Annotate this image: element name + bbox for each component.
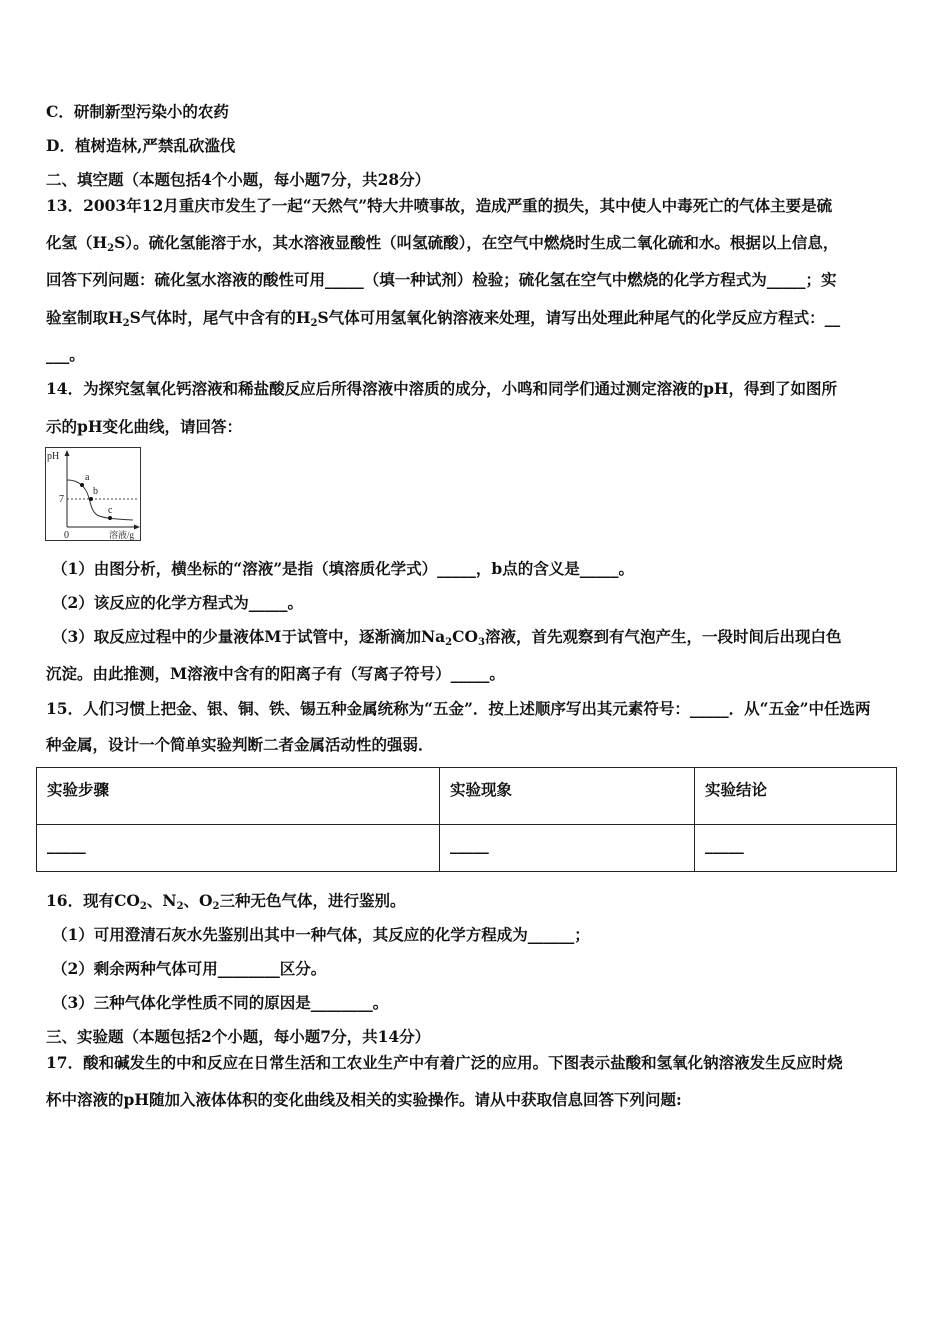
- header-phenomenon: 实验现象: [440, 768, 695, 825]
- point-a: [80, 483, 84, 487]
- point-c-label: c: [108, 505, 113, 516]
- text: 化氢（H: [46, 233, 108, 252]
- q14-part-2: （2）该反应的化学方程式为_____。: [52, 593, 304, 612]
- text: 验室制取H: [46, 308, 123, 327]
- subscript: 2: [310, 318, 318, 329]
- q16-part-3: （3）三种气体化学性质不同的原因是________。: [52, 993, 389, 1012]
- subscript: 2: [107, 243, 115, 254]
- header-conclusion: 实验结论: [695, 768, 897, 825]
- q14-part-1: （1）由图分析，横坐标的“溶液”是指（填溶质化学式）_____，b点的含义是_____。: [52, 559, 634, 578]
- header-steps: 实验步骤: [37, 768, 440, 825]
- text: S气体可用氢氧化钠溶液来处理，请写出处理此种尾气的化学反应方程式：__: [317, 308, 841, 327]
- subscript: 2: [176, 901, 184, 912]
- text: S气体时，尾气中含有的H: [129, 308, 311, 327]
- text: 16．现有CO: [46, 891, 140, 910]
- subscript: 3: [477, 637, 485, 648]
- subscript: 2: [139, 901, 147, 912]
- point-c: [108, 516, 112, 520]
- ph7-label: 7: [59, 494, 64, 505]
- q13-line: 回答下列问题：硫化氢水溶液的酸性可用_____（填一种试剂）检验；硫化氢在空气中燃烧的化学方程式为_____；实: [46, 270, 837, 289]
- point-b-label: b: [93, 486, 98, 497]
- ph-curve-figure: [45, 447, 141, 541]
- q13-line: [46, 233, 838, 253]
- table-row: [37, 825, 897, 872]
- q13-line: ___。: [46, 345, 85, 364]
- text: 三种无色气体，进行鉴别。: [219, 891, 406, 910]
- q14-part-3-cont: 沉淀。由此推测，M溶液中含有的阳离子有（写离子符号）_____。: [46, 664, 505, 683]
- section-heading-fill-in: 二、填空题（本题包括4个小题，每小题7分，共28分）: [46, 170, 431, 189]
- text: S）。硫化氢能溶于水，其水溶液显酸性（叫氢硫酸），在空气中燃烧时生成二氧化硫和水。根据以上信息，: [114, 233, 839, 252]
- text: 溶液，首先观察到有气泡产生，一段时间后出现白色: [484, 627, 842, 646]
- q15-line: 15．人们习惯上把金、银、铜、铁、锡五种金属统称为“五金”．按上述顺序写出其元素符号：_____．从“五金”中任选两: [46, 699, 871, 718]
- q16-part-1: （1）可用澄清石灰水先鉴别出其中一种气体，其反应的化学方程成为______；: [52, 925, 590, 944]
- cell-phenomenon-blank: _____: [440, 825, 695, 872]
- subscript: 2: [212, 901, 220, 912]
- experiment-table: [36, 767, 897, 872]
- subscript: 2: [445, 637, 453, 648]
- q14-part-3: [52, 627, 841, 647]
- point-b: [89, 497, 93, 501]
- text: （3）取反应过程中的少量液体M于试管中，逐渐滴加Na: [52, 627, 446, 646]
- text: 、O: [183, 891, 213, 910]
- option-c: C．研制新型污染小的农药: [46, 102, 229, 121]
- text: 、N: [146, 891, 177, 910]
- cell-steps-blank: _____: [37, 825, 440, 872]
- table-header-row: [37, 768, 897, 825]
- q17-line: 杯中溶液的pH随加入液体体积的变化曲线及相关的实验操作。请从中获取信息回答下列问题:: [46, 1090, 682, 1109]
- subscript: 2: [122, 318, 130, 329]
- x-axis-label: 溶液/g: [109, 530, 135, 540]
- q15-line: 种金属，设计一个简单实验判断二者金属活动性的强弱．: [46, 735, 434, 754]
- q14-line: 示的pH变化曲线，请回答：: [46, 417, 242, 436]
- q17-line: 17．酸和碱发生的中和反应在日常生活和工农业生产中有着广泛的应用。下图表示盐酸和氢氧化钠溶液发生反应时烧: [46, 1053, 843, 1072]
- q14-line: 14．为探究氢氧化钙溶液和稀盐酸反应后所得溶液中溶质的成分，小鸣和同学们通过测定溶液的pH，得到了如图所: [46, 379, 838, 398]
- y-axis-label: pH: [47, 451, 60, 462]
- q16-part-2: （2）剩余两种气体可用________区分。: [52, 959, 327, 978]
- q13-line: 13．2003年12月重庆市发生了一起“天然气”特大井喷事故，造成严重的损失，其中使人中毒死亡的气体主要是硫: [46, 196, 833, 215]
- q13-line: [46, 308, 840, 328]
- cell-conclusion-blank: _____: [695, 825, 897, 872]
- option-d: D．植树造林,严禁乱砍滥伐: [46, 136, 236, 155]
- q16-line: [46, 891, 406, 911]
- point-a-label: a: [85, 472, 90, 483]
- section-heading-experiment: 三、实验题（本题包括2个小题，每小题7分，共14分）: [46, 1027, 431, 1046]
- text: CO: [452, 627, 478, 646]
- origin-label: 0: [64, 530, 69, 541]
